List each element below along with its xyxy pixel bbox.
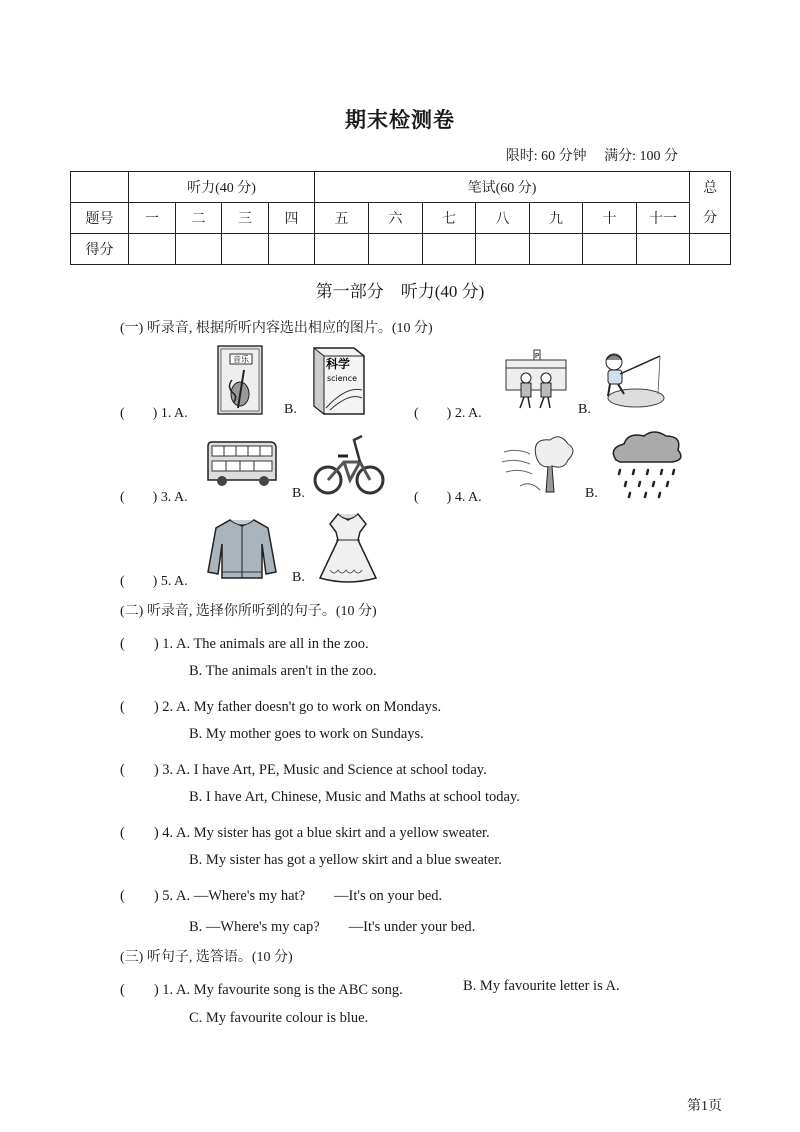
written-header: 笔试(60 分) [315,172,690,203]
rain-cloud-icon [606,430,686,500]
science-book-subtitle: science [326,374,358,383]
full-score: 满分: 100 分 [604,149,678,164]
section1-heading: (一) 听录音, 根据所听内容选出相应的图片。(10 分) [120,321,433,336]
q1-3-label-a: ( ) 3. A. [120,490,188,505]
q2-3-b: B. I have Art, Chinese, Music and Maths at school today. [189,789,520,805]
score-cell[interactable] [369,234,423,265]
section2-heading: (二) 听录音, 选择你所听到的句子。(10 分) [120,604,377,619]
q1-1-label-a: ( ) 1. A. [120,406,188,421]
score-cell[interactable] [637,234,690,265]
children-going-to-school-icon [500,348,572,410]
q1-5-label-a: ( ) 5. A. [120,574,188,589]
score-cell[interactable] [476,234,530,265]
jacket-icon [206,516,278,580]
col-7: 七 [423,203,476,234]
col-3: 三 [222,203,269,234]
science-book-icon [310,344,368,416]
q1-2-label-b: B. [578,402,591,417]
score-cell[interactable] [423,234,476,265]
windy-tree-icon [500,434,578,496]
q2-2-a: ( ) 2. A. My father doesn't go to work on Mondays. [120,699,442,715]
score-table [70,171,731,265]
page-title: 期末检测卷 [345,108,455,132]
score-cell[interactable] [176,234,222,265]
q2-2-b: B. My mother goes to work on Sundays. [189,726,424,742]
q1-2-label-a: ( ) 2. A. [414,406,482,421]
col-5: 五 [315,203,369,234]
q2-5-a: ( ) 5. A. —Where's my hat? —It's on your bed. [120,888,443,904]
col-10: 十 [583,203,637,234]
row-label-number: 题号 [71,203,129,234]
q3-1-b: B. My favourite letter is A. [463,978,620,994]
q2-1-b: B. The animals aren't in the zoo. [189,663,377,679]
listening-header: 听力(40 分) [129,172,315,203]
school-sign: P [534,352,540,360]
q2-4-a: ( ) 4. A. My sister has got a blue skirt and a yellow sweater. [120,825,490,841]
q2-5-b: B. —Where's my cap? —It's under your bed. [189,919,476,935]
row-label-score: 得分 [71,234,129,265]
dress-icon [316,510,380,584]
score-cell[interactable] [690,234,731,265]
q1-4-label-b: B. [585,486,598,501]
col-11: 十一 [637,203,690,234]
double-decker-bus-icon [204,440,280,488]
score-cell[interactable] [530,234,583,265]
q2-3-a: ( ) 3. A. I have Art, PE, Music and Science at school today. [120,762,487,778]
q3-1-c: C. My favourite colour is blue. [189,1010,369,1026]
score-cell[interactable] [269,234,315,265]
total-header [690,172,731,234]
col-6: 六 [369,203,423,234]
music-book-title: 音乐 [233,355,249,364]
music-book-icon [216,344,266,416]
q1-1-label-b: B. [284,402,297,417]
total-bottom: 分 [703,209,718,226]
score-cell[interactable] [583,234,637,265]
science-book-title: 科学 [325,357,351,371]
q1-4-label-a: ( ) 4. A. [414,490,482,505]
col-9: 九 [530,203,583,234]
section3-heading: (三) 听句子, 选答语。(10 分) [120,950,293,965]
q1-3-label-b: B. [292,486,305,501]
q1-5-label-b: B. [292,570,305,585]
col-2: 二 [176,203,222,234]
col-4: 四 [269,203,315,234]
total-top: 总 [703,179,718,196]
q2-1-a: ( ) 1. A. The animals are all in the zoo. [120,636,369,652]
col-8: 八 [476,203,530,234]
table-corner [71,172,129,203]
q3-1-a: ( ) 1. A. My favourite song is the ABC song. [120,982,403,998]
boy-fishing-icon [598,348,668,410]
time-limit: 限时: 60 分钟 [505,149,587,164]
q2-4-b: B. My sister has got a yellow skirt and a blue sweater. [189,852,502,868]
score-cell[interactable] [222,234,269,265]
part-one-title: 第一部分 听力(40 分) [315,282,485,301]
exam-limits [492,145,678,165]
bicycle-icon [312,432,386,498]
score-cell[interactable] [129,234,176,265]
page-number: 第1页 [687,1099,722,1114]
score-cell[interactable] [315,234,369,265]
col-1: 一 [129,203,176,234]
